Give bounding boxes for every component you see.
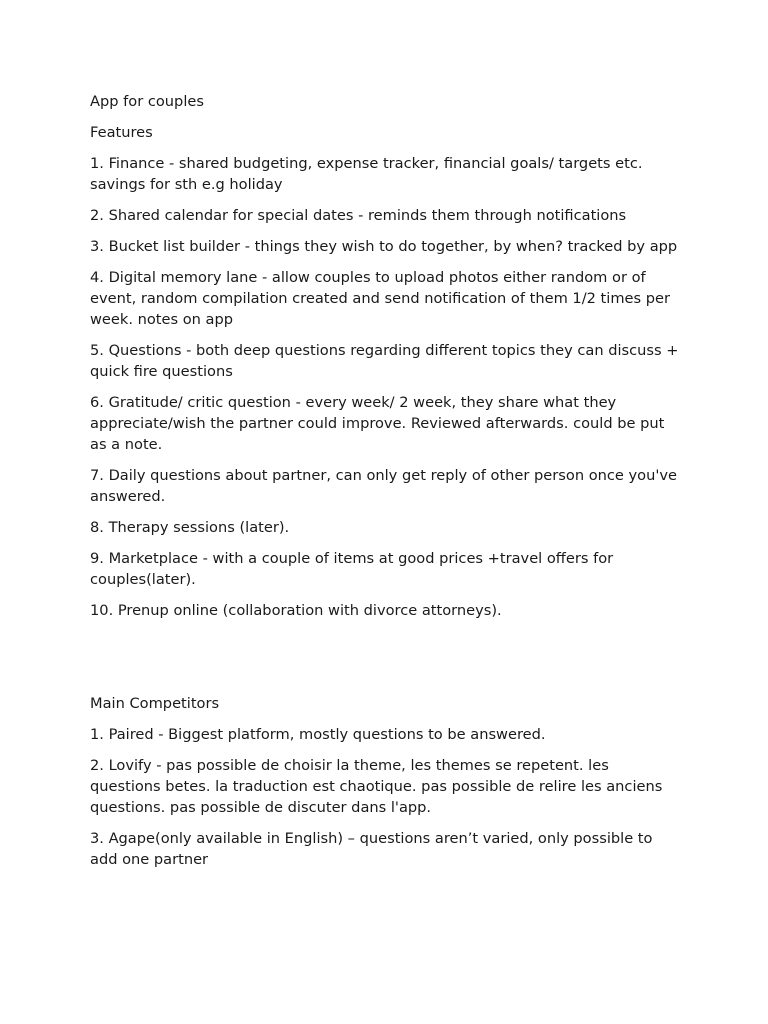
document-page <box>90 91 680 880</box>
features-heading: Features <box>90 124 153 141</box>
feature-item-7: 7. Daily questions about partner, can only get reply of other person once you've answered. <box>90 467 677 505</box>
feature-item-10: 10. Prenup online (collaboration with divorce attorneys). <box>90 602 502 619</box>
competitor-item-3: 3. Agape(only available in English) – questions aren’t varied, only possible to add one partner <box>90 830 653 868</box>
feature-item-6: 6. Gratitude/ critic question - every week/ 2 week, they share what they appreciate/wish the partner could improve. Reviewed afterwards. could be put as a note. <box>90 394 665 453</box>
feature-item-8: 8. Therapy sessions (later). <box>90 519 290 536</box>
competitors-heading: Main Competitors <box>90 695 220 712</box>
document-title: App for couples <box>90 93 204 110</box>
competitor-item-2: 2. Lovify - pas possible de choisir la theme, les themes se repetent. les questions betes. la traduction est chaotique. pas possible de relire les anciens questions. pas possible de discuter dans l'app. <box>90 757 663 816</box>
feature-item-1: 1. Finance - shared budgeting, expense tracker, financial goals/ targets etc. savings for sth e.g holiday <box>90 155 643 193</box>
feature-item-5: 5. Questions - both deep questions regarding different topics they can discuss + quick fire questions <box>90 342 679 380</box>
feature-item-3: 3. Bucket list builder - things they wish to do together, by when? tracked by app <box>90 238 678 255</box>
competitor-item-1: 1. Paired - Biggest platform, mostly questions to be answered. <box>90 726 546 743</box>
feature-item-9: 9. Marketplace - with a couple of items at good prices +travel offers for couples(later). <box>90 550 614 588</box>
section-spacer <box>90 631 680 693</box>
feature-item-4: 4. Digital memory lane - allow couples to upload photos either random or of event, random compilation created and send notification of them 1/2 times per week. notes on app <box>90 269 671 328</box>
feature-item-2: 2. Shared calendar for special dates - reminds them through notifications <box>90 207 627 224</box>
